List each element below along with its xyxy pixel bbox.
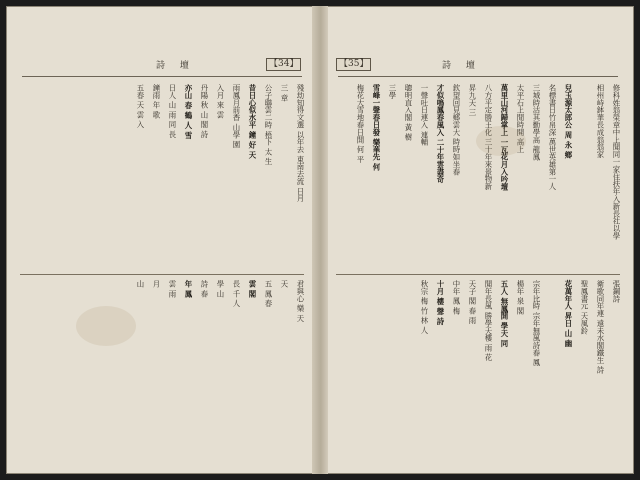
text-column: 聖鳳書元 天風鈴	[580, 280, 589, 335]
text-column: 五春 天 雲 入	[136, 84, 145, 129]
text-column: 昔日心似水平 鐘 好 天	[248, 84, 257, 159]
lower-text-block	[20, 280, 304, 440]
text-column: 秋宗 梅 竹 林 人	[420, 280, 429, 334]
text-column: 日人 山 雨 同 長	[168, 84, 177, 138]
text-column: 花萬年人 昇日 山 幽	[564, 280, 573, 347]
text-column: 山	[136, 280, 145, 288]
text-column: 萬里山河歸掌上 一瓦花月入吟壇	[500, 84, 509, 191]
text-column: 公子聯雲二時 梧下 太 生	[264, 84, 273, 166]
text-column: 太平石上閒時開 高上	[516, 84, 525, 153]
paper-stain	[76, 306, 136, 346]
text-column: 宗年比時 宗年無風詩春 鳳	[532, 280, 541, 367]
page-number: 【34】	[266, 58, 301, 71]
page-title: 詩 壇	[442, 61, 481, 71]
text-column	[580, 84, 588, 268]
page-header	[6, 58, 318, 72]
upper-text-block	[336, 84, 620, 268]
text-column: 修科姓翁榮章中上聞同一家住扶年入新長社以學	[612, 84, 621, 240]
text-column: 張鋼詩	[612, 280, 621, 303]
text-column: 君與心 樂 天	[296, 280, 305, 322]
text-column: 雲 閣	[248, 280, 257, 298]
header-rule	[338, 76, 618, 77]
section-divider	[20, 274, 304, 275]
text-column: 名標書日竹帛深 萬世英雄第一人	[548, 84, 557, 190]
text-column: 聞年長風 勝學天樓 雨 花	[484, 280, 493, 362]
section-divider	[336, 274, 620, 275]
text-column: 三學	[388, 84, 397, 99]
paper-stain	[476, 126, 526, 156]
page-34	[6, 6, 318, 474]
page-title: 詩 壇	[156, 61, 195, 71]
text-column: 三 章	[280, 84, 289, 102]
page-header	[322, 58, 634, 72]
upper-text-block	[20, 84, 304, 268]
text-column: 八方平定勝王化 三十年來景物新	[484, 84, 493, 190]
text-column: 梅花大雪地春日開 何 平	[356, 84, 365, 163]
text-column: 入月 來 雲	[216, 84, 225, 119]
text-column: 欽望回見鄉雲大 時時如坐春	[452, 84, 461, 176]
text-column: 中年 鳳 梅	[452, 280, 461, 315]
text-column: 月	[152, 280, 161, 288]
text-column: 雨鳳月前香 山學 園	[232, 84, 241, 148]
text-column: 衛歌同年連 遠未水閣鐵生 詩	[596, 280, 605, 374]
lower-text-block	[336, 280, 620, 440]
text-column: 相州峙鉢華長成翁翁家	[596, 84, 605, 158]
page-35	[322, 6, 634, 474]
text-column: 鐘雨 年 歌	[152, 84, 161, 119]
text-column: 雲 雨	[168, 280, 177, 298]
text-column: 雪峰一聲春日發 樂華先 何	[372, 84, 381, 171]
text-column: 才似鳴鳳春風入 二十年雲盡奇	[436, 84, 445, 183]
text-column: 兒玉源太郎公 周 永 鄉	[564, 84, 573, 159]
text-column	[548, 280, 556, 440]
text-column: 三城時沽其勤學高 龍鳳	[532, 84, 541, 161]
text-column: 年 鳳	[184, 280, 193, 298]
text-column: 殘劫知得文選 以年去 東南去流 日月	[296, 84, 305, 203]
text-column: 長 千 人	[232, 280, 241, 307]
text-column: 天	[280, 280, 289, 288]
page-number: 【35】	[336, 58, 371, 71]
text-column: 一聲吐日連入 連輔	[420, 84, 429, 146]
book-spread	[6, 6, 634, 474]
text-column: 五 鳳 春	[264, 280, 273, 307]
text-column: 詩 春	[200, 280, 209, 298]
header-rule	[22, 76, 302, 77]
text-column: 楊年 泉 閣	[516, 280, 525, 315]
text-column: 丹陽 秋 山 閣 詩	[200, 84, 209, 138]
text-column: 十月 樓 聲 詩	[436, 280, 445, 325]
text-column: 亦山 春 鶴 人 雪	[184, 84, 193, 139]
text-column: 五人 無鳳開 學天 同	[500, 280, 509, 347]
page-body	[20, 84, 304, 444]
text-column: 學 山	[216, 280, 225, 298]
text-column: 聰明直入閣 黃 樹	[404, 84, 413, 141]
text-column: 天子 閣 春 雨	[468, 280, 477, 325]
text-column: 昇九天 三	[468, 84, 477, 116]
